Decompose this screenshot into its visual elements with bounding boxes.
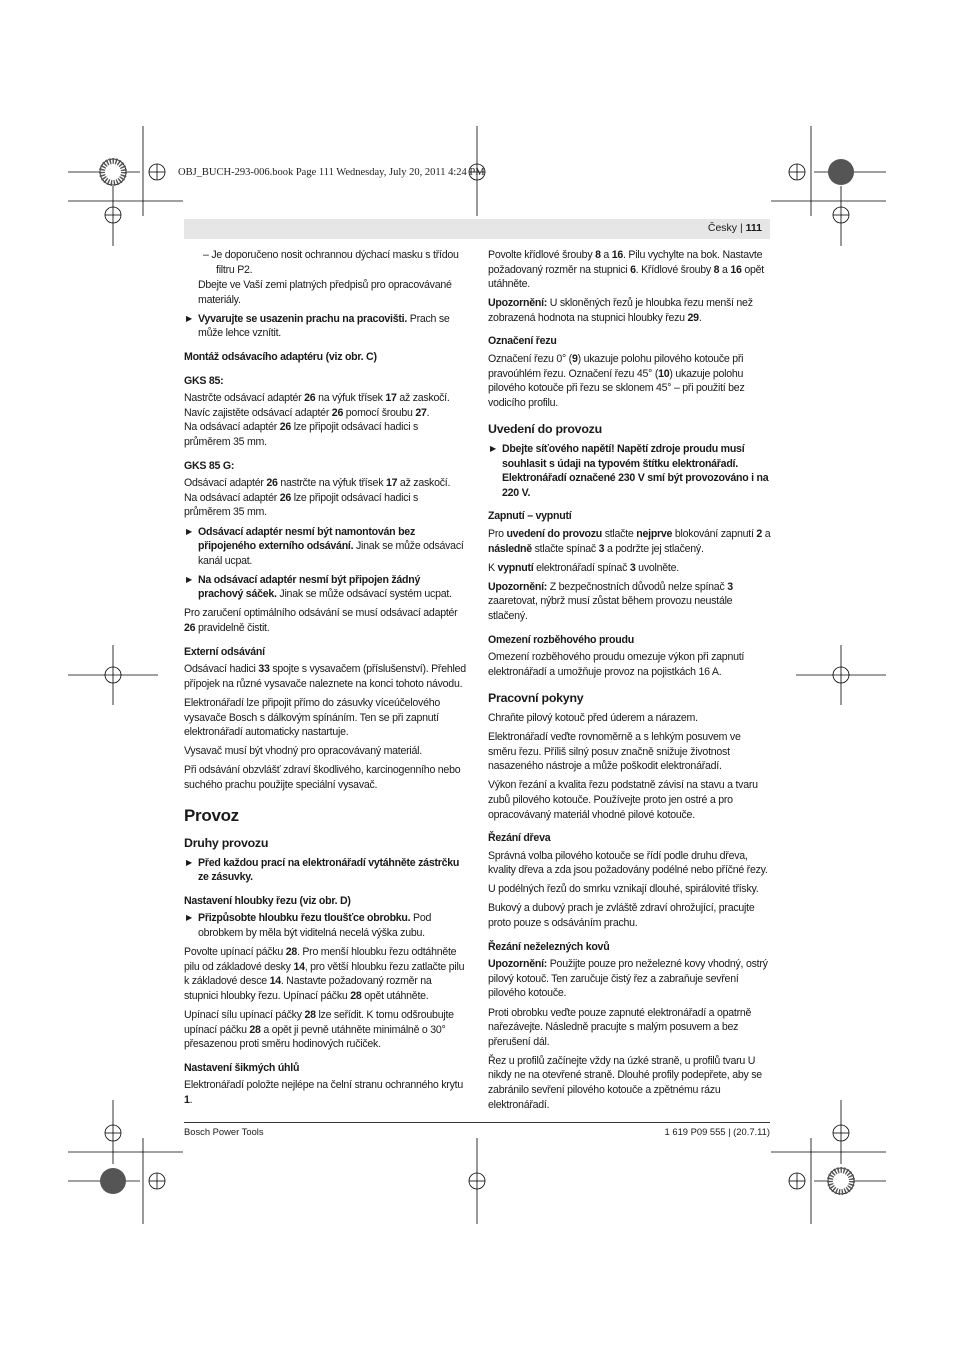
paragraph: Řez u profilů začínejte vždy na úzké straně, u profilů tvaru U nikdy ne na otevřené straně. Dlouhé profily podepřete, aby se zabránilo sevření pilového kotouče a zpětnému rázu elektronářadí. [488,1054,762,1111]
section-heading: Řezání neželezných kovů [488,940,610,953]
paragraph: Odsávací hadici 33 spojte s vysavačem (příslušenství). Přehled přípojek na různé vysavače naleznete na konci tohoto návodu. [184,663,466,690]
arrow-bullet-icon: ▶ [186,913,192,923]
warning-item: ▶ Vyvarujte se usazenin prachu na pracovišti. Prach se může lehce vznítit. [186,312,450,340]
paragraph: Upozornění: U skloněných řezů je hloubka řezu menší než zobrazená hodnota na stupnici hloubky řezu 29. [488,297,753,324]
subsection-heading: Pracovní pokyny [488,691,584,706]
left-column [184,248,467,1112]
header-language: Česky [707,222,738,234]
arrow-bullet-icon: ▶ [186,857,192,867]
section-heading: GKS 85 G: [184,459,235,472]
paragraph: Elektronářadí lze připojit přímo do zásuvky víceúčelového vysavače Bosch s dálkovým spínáním. Ten se při zapnutí elektronářadí automaticky nastartuje. [184,696,441,739]
arrow-bullet-icon: ▶ [186,574,192,584]
section-heading: Montáž odsávacího adaptéru (viz obr. C) [184,351,377,364]
section-heading: Označení řezu [488,335,557,348]
section-heading: Externí odsávání [184,645,265,658]
paragraph: Proti obrobku veďte pouze zapnuté elektronářadí a opatrně nařezávejte. Následně pracujte s malým posuvem a bez přerušení dál. [488,1006,752,1048]
list-item: – Je doporučeno nosit ochrannou dýchací masku s třídou filtru P2. [203,249,459,276]
paragraph: Pro uvedení do provozu stlačte nejprve blokování zapnutí 2 a následně stlačte spínač 3 a podržte jej stlačený. [488,528,771,555]
paragraph: Dbejte ve Vaší zemi platných předpisů pro opracovávané materiály. [198,279,452,306]
footer-brand: Bosch Power Tools [184,1126,264,1137]
paragraph: Povolte upínací páčku 28. Pro menší hloubku řezu odtáhněte pilu od základové desky 14, pro větší hloubku řezu zatlačte pilu k základové desce 14. Nastavte požadovaný rozměr na stupnici hloubky řezu. Upínací páčku 28 opět utáhněte. [184,946,465,1002]
print-slug: OBJ_BUCH-293-006.book Page 111 Wednesday, July 20, 2011 4:24 PM [178,167,485,178]
header-text [708,222,762,234]
arrow-bullet-icon: ▶ [186,313,192,323]
paragraph: Upozornění: Použijte pouze pro neželezné kovy vhodný, ostrý pilový kotouč. Ten zaručuje čistý řez a zabraňuje sevření pilového kotouče. [488,958,768,1000]
section-heading: Nastavení šikmých úhlů [184,1061,300,1074]
section-heading: Zapnutí – vypnutí [488,510,572,523]
footer-doc-number: 1 619 P09 555 | (20.7.11) [664,1126,770,1137]
paragraph: Upínací sílu upínací páčky 28 lze seřídit. K tomu odšroubujte upínací páčku 28 a opět ji pevně utáhněte minimálně o 30° přesazenou proti směru hodinových ručiček. [184,1009,454,1051]
paragraph: Nastrčte odsávací adaptér 26 na výfuk třísek 17 až zaskočí. Navíc zajistěte odsávací adaptér 26 pomocí šroubu 27. Na odsávací adaptér 26 lze připojit odsávací hadici s průměrem 35 mm. [184,392,450,449]
paragraph: Výkon řezání a kvalita řezu podstatně závisí na stavu a tvaru zubů pilového kotouče. Používejte proto jen ostré a pro opracovávaný materiál vhodné pilové kotouče. [488,779,758,821]
arrow-bullet-icon: ▶ [490,444,496,454]
section-heading: Řezání dřeva [488,832,551,845]
warning-item: ▶ Odsávací adaptér nesmí být namontován bez připojeného externího odsávání. Jinak se může odsávací kanál ucpat. [186,525,464,567]
section-heading: Omezení rozběhového proudu [488,633,634,646]
paragraph: Chraňte pilový kotouč před úderem a nárazem. [488,711,698,724]
warning-item: ▶ Dbejte síťového napětí! Napětí zdroje proudu musí souhlasit s údaji na typovém štítku elektronářadí. Elektronářadí označené 230 V smí být provozováno i na 220 V. [490,443,769,499]
paragraph: Vysavač musí být vhodný pro opracovávaný materiál. [184,745,422,758]
paragraph: Povolte křídlové šrouby 8 a 16. Pilu vychylte na bok. Nastavte požadovaný rozměr na stupnici 6. Křídlové šrouby 8 a 16 opět utáhněte. [488,249,764,291]
paragraph: Elektronářadí položte nejlépe na čelní stranu ochranného krytu 1. [184,1079,463,1106]
footer-rule [184,1122,770,1123]
header-separator: | [739,222,743,234]
warning-item: ▶ Na odsávací adaptér nesmí být připojen žádný prachový sáček. Jinak se může odsávací systém ucpat. [186,573,452,601]
paragraph: Při odsávání obzvlášť zdraví škodlivého, karcinogenního nebo suchého prachu použijte speciální vysavač. [184,764,461,791]
page-header [184,219,770,239]
paragraph: Elektronářadí veďte rovnoměrně a s lehkým posuvem ve směru řezu. Příliš silný posuv značně snižuje životnost nasazeného nástroje a může poškodit elektronářadí. [488,731,741,773]
paragraph: Označení řezu 0° (9) ukazuje polohu pilového kotouče při pravoúhlém řezu. Označení řezu 45° (10) ukazuje polohu pilového kotouče při řezu se sklonem 45° – při použití bez vodicího profilu. [488,353,745,409]
page-number: 111 [745,222,762,234]
subsection-heading: Uvedení do provozu [488,422,602,437]
section-heading: GKS 85: [184,374,224,387]
arrow-bullet-icon: ▶ [186,526,192,536]
paragraph: U podélných řezů do smrku vznikají dlouhé, spirálovité třísky. [488,883,759,896]
warning-item: ▶ Před každou prací na elektronářadí vytáhněte zástrčku ze zásuvky. [186,856,460,884]
paragraph: Omezení rozběhového proudu omezuje výkon při zapnutí elektronářadí a umožňuje provoz na pojistkách 16 A. [488,651,745,678]
section-heading: Nastavení hloubky řezu (viz obr. D) [184,894,351,907]
paragraph: Odsávací adaptér 26 nastrčte na výfuk třísek 17 až zaskočí. Na odsávací adaptér 26 lze připojit odsávací hadici s průměrem 35 mm. [184,477,451,519]
paragraph: Upozornění: Z bezpečnostních důvodů nelze spínač 3 zaaretovat, nýbrž musí zůstat během provozu neustále stlačený. [488,580,733,622]
chapter-title: Provoz [184,805,239,825]
paragraph: K vypnutí elektronářadí spínač 3 uvolněte. [488,561,679,574]
paragraph: Pro zaručení optimálního odsávání se musí odsávací adaptér 26 pravidelně čistit. [184,607,458,635]
paragraph: Správná volba pilového kotouče se řídí podle druhu dřeva, kvality dřeva a zda jsou požadovány podélné nebo příčné řezy. [488,849,768,877]
right-column [488,248,771,1117]
subsection-heading: Druhy provozu [184,836,269,851]
warning-item: ▶ Přizpůsobte hloubku řezu tloušťce obrobku. Pod obrobkem by měla být viditelná necelá výška zubu. [186,912,432,940]
paragraph: Bukový a dubový prach je zvláště zdraví ohrožující, pracujte proto pouze s odsáváním prachu. [488,902,755,930]
